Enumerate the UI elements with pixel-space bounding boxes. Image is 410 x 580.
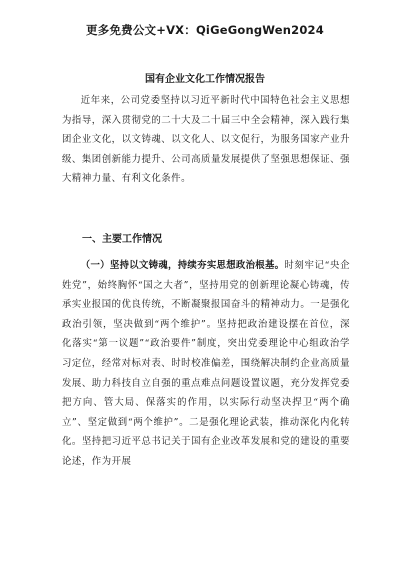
document-title: 国有企业文化工作情况报告 (145, 74, 265, 85)
promo-banner: 更多免费公文+VX：QiGeGongWen2024 (86, 23, 324, 37)
subsection-paragraph (62, 256, 350, 472)
subsection-body: 时刻牢记“央企姓党”，始终胸怀“国之大者”，坚持用党的创新理论凝心铸魂，传承实业报国的优良传统，不断凝聚报国奋斗的精神动力。一是强化政治引领，坚决做到“两个维护”。坚持把政治建设摆在首位，深化落实“第一议题”“政治要件”制度，突出党委理论中心组政治学习定位，经常对标对表、时时校准偏差，围绕解决制约企业高质量发展、助力科技自立自强的重点难点问题设置议题，充分发挥党委把方向、管大局、保落实的作用，以实际行动坚决捍卫“两个确立”、坚定做到“两个维护”。二是强化理论武装，推动深化内化转化。坚持把习近平总书记关于国有企业改革发展和党的建设的重要论述，作为开展 (62, 260, 350, 467)
intro-paragraph: 近年来，公司党委坚持以习近平新时代中国特色社会主义思想为指导，深入贯彻党的二十大及二十届三中全会精神，深入践行集团企业文化，以文铸魂、以文化人、以文促行，为服务国家产业升级、集团创新能力提升、公司高质量发展提供了坚强思想保证、强大精神力量、有利文化条件。 (62, 95, 350, 185)
subsection-heading: （一）坚持以文铸魂，持续夯实思想政治根基。 (80, 260, 285, 271)
section-heading: 一、主要工作情况 (82, 234, 162, 245)
